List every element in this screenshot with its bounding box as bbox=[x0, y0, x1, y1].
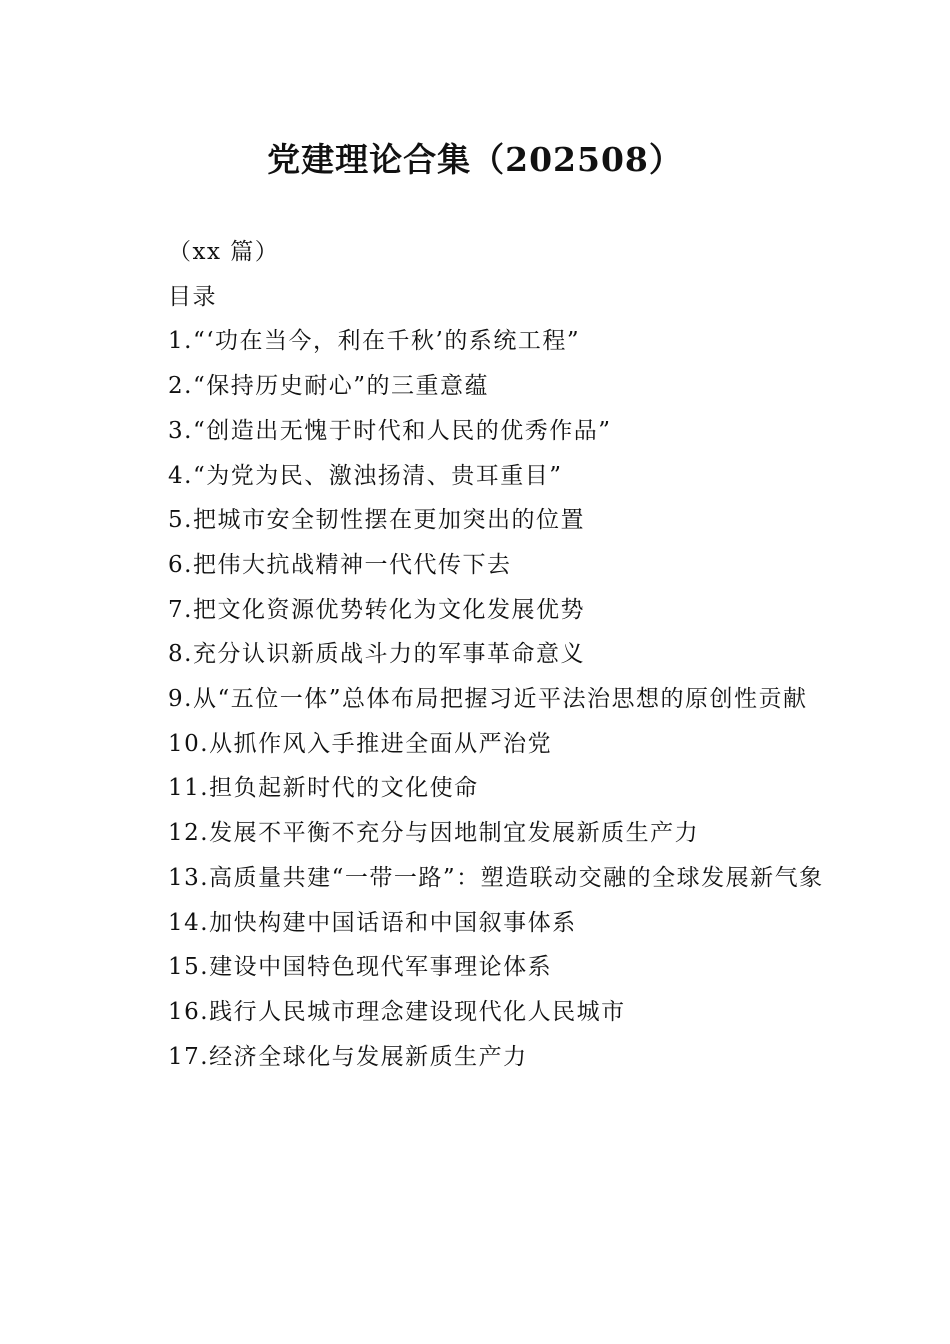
document-body bbox=[120, 230, 832, 1079]
document-title: 党建理论合集（202508） bbox=[267, 140, 683, 179]
toc-item: 16.践行人民城市理念建设现代化人民城市 bbox=[168, 998, 626, 1025]
toc-item: 10.从抓作风入手推进全面从严治党 bbox=[168, 730, 553, 757]
toc-list bbox=[120, 319, 832, 1079]
toc-item: 11.担负起新时代的文化使命 bbox=[168, 775, 479, 802]
toc-item: 15.建设中国特色现代军事理论体系 bbox=[168, 954, 553, 981]
toc-item: 12.发展不平衡不充分与因地制宜发展新质生产力 bbox=[168, 820, 700, 847]
toc-item: 9.从“五位一体”总体布局把握习近平法治思想的原创性贡献 bbox=[168, 686, 808, 713]
toc-item: 14.加快构建中国话语和中国叙事体系 bbox=[168, 909, 577, 936]
toc-item: 2.“保持历史耐心”的三重意蕴 bbox=[168, 373, 489, 400]
article-count-note: （xx 篇） bbox=[168, 239, 280, 265]
toc-heading: 目录 bbox=[168, 283, 217, 310]
toc-item: 17.经济全球化与发展新质生产力 bbox=[168, 1043, 528, 1070]
toc-item: 8.充分认识新质战斗力的军事革命意义 bbox=[168, 641, 585, 668]
toc-item: 6.把伟大抗战精神一代代传下去 bbox=[168, 551, 512, 578]
toc-item: 1.“‘功在当今，利在千秋’的系统工程” bbox=[168, 328, 581, 355]
toc-item: 3.“创造出无愧于时代和人民的优秀作品” bbox=[168, 417, 612, 444]
toc-item: 5.把城市安全韧性摆在更加突出的位置 bbox=[168, 507, 585, 534]
toc-item: 4.“为党为民、激浊扬清、贵耳重目” bbox=[168, 462, 563, 489]
toc-item: 7.把文化资源优势转化为文化发展优势 bbox=[168, 596, 585, 623]
toc-item: 13.高质量共建“一带一路”：塑造联动交融的全球发展新气象 bbox=[168, 864, 824, 891]
